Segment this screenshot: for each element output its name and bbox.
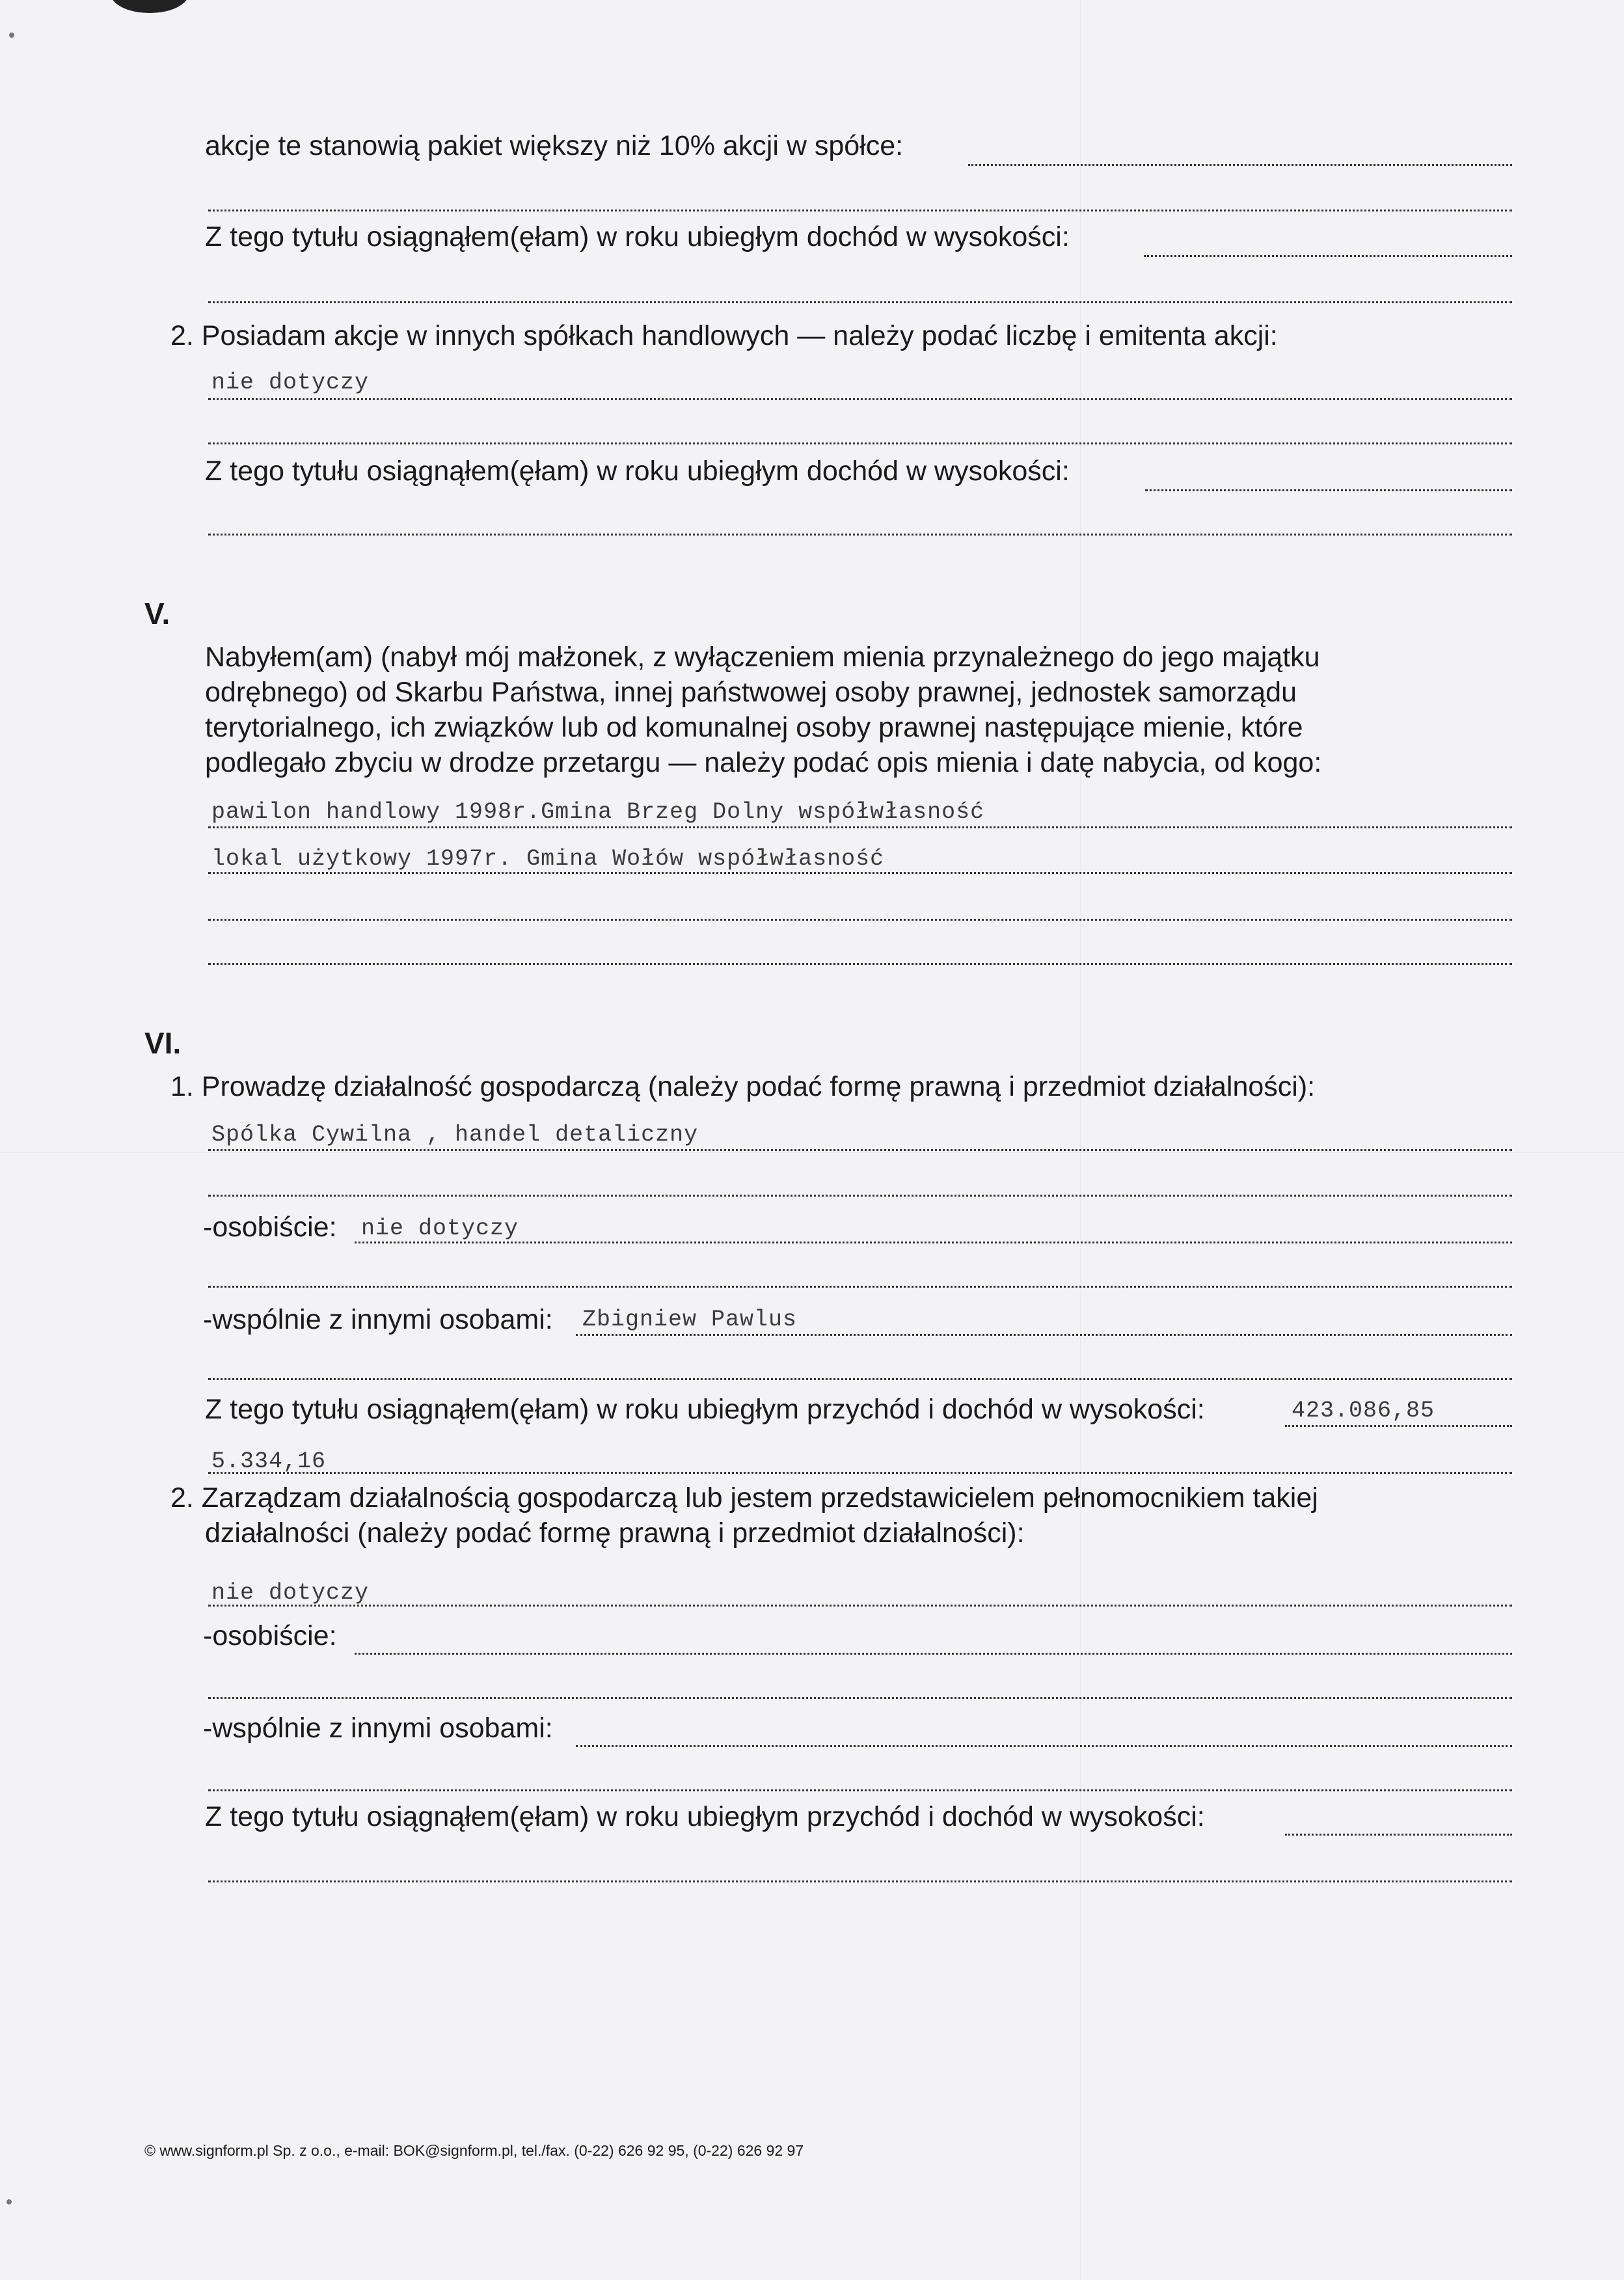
section-v-field-2[interactable]	[208, 872, 1512, 874]
scan-corner-shadow	[111, 0, 189, 13]
continuation-line[interactable]	[208, 534, 1512, 536]
management-item2-field[interactable]	[208, 1605, 1512, 1607]
section-v-text-line: odrębnego) od Skarbu Państwa, innej państwowej osoby prawnej, jednostek samorządu	[205, 677, 1297, 708]
section-v-field-3[interactable]	[208, 919, 1512, 921]
section-v-field-1[interactable]	[208, 826, 1512, 828]
personally-field-2[interactable]	[355, 1653, 1512, 1655]
shares-packet-label: akcje te stanowią pakiet większy niż 10% akcji w spółce:	[205, 130, 904, 161]
continuation-line[interactable]	[208, 1789, 1512, 1791]
management-item2-value: nie dotyczy	[211, 1580, 370, 1606]
jointly-value: Zbigniew Pawlus	[582, 1307, 798, 1333]
business-item1-field[interactable]	[208, 1149, 1512, 1151]
income-label-1: Z tego tytułu osiągnąłem(ęłam) w roku ubiegłym dochód w wysokości:	[205, 221, 1070, 252]
footer-copyright: © www.signform.pl Sp. z o.o., e-mail: BOK@signform.pl, tel./fax. (0-22) 626 92 95, (0-22) 626 92 97	[144, 2142, 804, 2159]
management-income-field[interactable]	[1285, 1834, 1512, 1836]
business-item1-label: 1. Prowadzę działalność gospodarczą (należy podać formę prawną i przedmiot działalności):	[170, 1071, 1316, 1102]
continuation-line[interactable]	[208, 1378, 1512, 1380]
jointly-label: -wspólnie z innymi osobami:	[203, 1304, 553, 1335]
scan-speck	[9, 33, 14, 38]
section-v-answer-1: pawilon handlowy 1998r.Gmina Brzeg Dolny współwłasność	[211, 799, 985, 825]
personally-label-2: -osobiście:	[203, 1620, 337, 1651]
business-income-value: 423.086,85	[1292, 1398, 1435, 1424]
section-v-answer-2: lokal użytkowy 1997r. Gmina Wołów współwłasność	[211, 846, 885, 872]
personally-field[interactable]	[355, 1242, 1512, 1243]
continuation-line[interactable]	[208, 1880, 1512, 1882]
management-item2-label: 2. Zarządzam działalnością gospodarczą lub jestem przedstawicielem pełnomocnikiem takiej	[170, 1482, 1318, 1513]
section-vi-numeral: VI.	[144, 1026, 182, 1060]
section-v-field-4[interactable]	[208, 963, 1512, 965]
section-v-text-line: podlegało zbyciu w drodze przetargu — należy podać opis mienia i datę nabycia, od kogo:	[205, 747, 1322, 778]
scan-speck	[7, 2199, 12, 2205]
income-field-2[interactable]	[1145, 489, 1512, 491]
income-label-2: Z tego tytułu osiągnąłem(ęłam) w roku ubiegłym dochód w wysokości:	[205, 455, 1070, 487]
business-income-field[interactable]	[1285, 1425, 1512, 1427]
continuation-line[interactable]	[208, 1286, 1512, 1288]
item2-shares-label: 2. Posiadam akcje w innych spółkach handlowych — należy podać liczbę i emitenta akcji:	[170, 320, 1278, 351]
continuation-line[interactable]	[208, 301, 1512, 303]
item2-shares-value: nie dotyczy	[211, 370, 370, 396]
management-item2-label: działalności (należy podać formę prawną i przedmiot działalności):	[205, 1517, 1025, 1549]
income-field-1[interactable]	[1144, 255, 1512, 257]
business-item1-value: Spólka Cywilna , handel detaliczny	[211, 1122, 699, 1148]
business-income-label: Z tego tytułu osiągnąłem(ęłam) w roku ubiegłym przychód i dochód w wysokości:	[205, 1394, 1205, 1425]
jointly-field-2[interactable]	[576, 1745, 1512, 1747]
section-v-text-line: Nabyłem(am) (nabył mój małżonek, z wyłączeniem mienia przynależnego do jego majątku	[205, 642, 1320, 673]
jointly-field[interactable]	[576, 1334, 1512, 1336]
continuation-line[interactable]	[208, 442, 1512, 444]
item2-shares-field[interactable]	[208, 398, 1512, 400]
management-income-label: Z tego tytułu osiągnąłem(ęłam) w roku ubiegłym przychód i dochód w wysokości:	[205, 1801, 1205, 1832]
business-income-value-2: 5.334,16	[211, 1448, 327, 1474]
section-v-text-line: terytorialnego, ich związków lub od komunalnej osoby prawnej następujące mienie, które	[205, 712, 1303, 743]
personally-value: nie dotyczy	[361, 1215, 519, 1242]
continuation-line[interactable]	[208, 210, 1512, 211]
business-income-field-2[interactable]	[208, 1472, 1512, 1474]
personally-label: -osobiście:	[203, 1212, 337, 1243]
section-v-numeral: V.	[144, 597, 170, 631]
continuation-line[interactable]	[208, 1697, 1512, 1699]
continuation-line[interactable]	[208, 1195, 1512, 1197]
jointly-label-2: -wspólnie z innymi osobami:	[203, 1713, 553, 1744]
paper-fold-line	[0, 1152, 1624, 1153]
shares-packet-field[interactable]	[968, 164, 1512, 166]
